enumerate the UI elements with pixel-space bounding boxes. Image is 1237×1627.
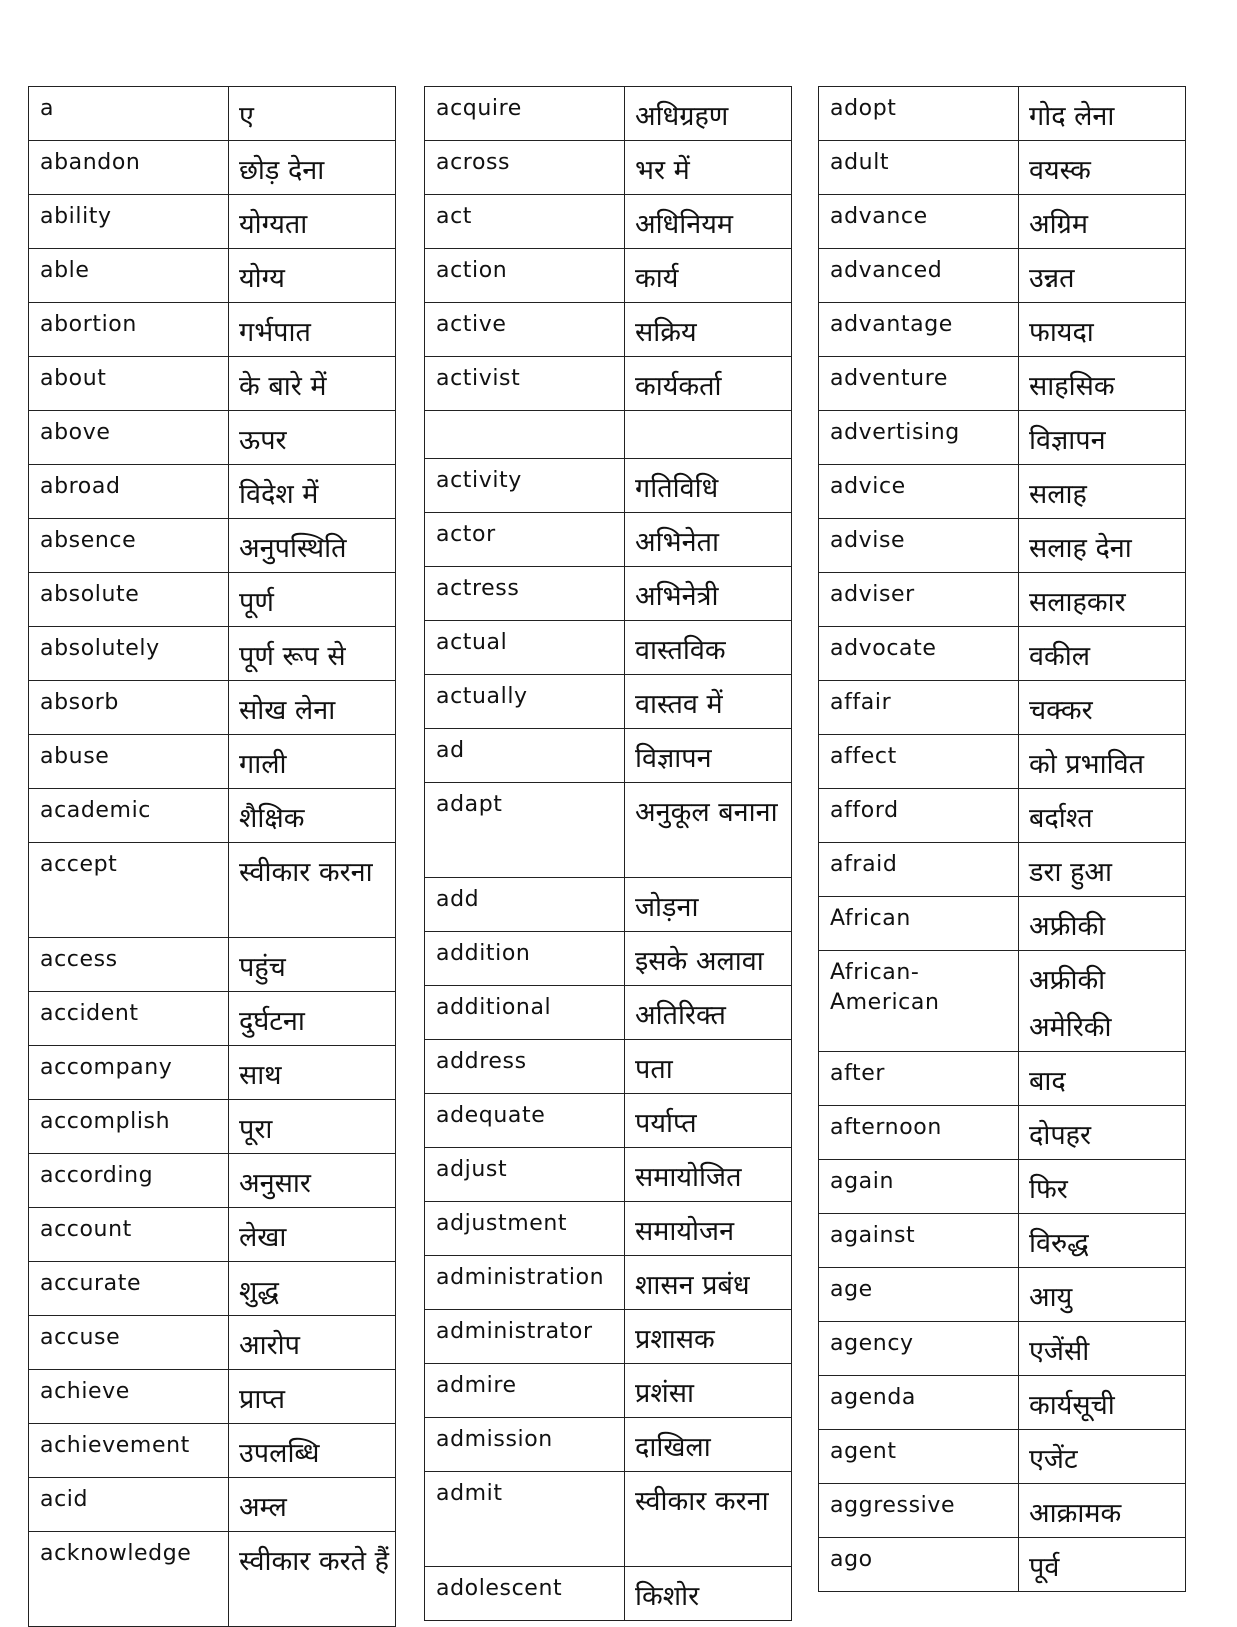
table-row bbox=[29, 789, 396, 843]
hindi-translation: दोपहर bbox=[1019, 1106, 1186, 1160]
hindi-translation: विदेश में bbox=[229, 465, 396, 519]
table-row bbox=[29, 1046, 396, 1100]
english-word: achievement bbox=[29, 1424, 229, 1478]
english-word: activist bbox=[425, 357, 625, 411]
english-word: account bbox=[29, 1208, 229, 1262]
table-row bbox=[29, 627, 396, 681]
hindi-translation: सोख लेना bbox=[229, 681, 396, 735]
hindi-translation: एजेंसी bbox=[1019, 1322, 1186, 1376]
table-row bbox=[425, 1310, 792, 1364]
table-row bbox=[425, 195, 792, 249]
hindi-translation: गाली bbox=[229, 735, 396, 789]
table-row bbox=[819, 87, 1186, 141]
english-word: age bbox=[819, 1268, 1019, 1322]
english-word: afford bbox=[819, 789, 1019, 843]
table-row bbox=[425, 878, 792, 932]
hindi-translation: कार्यकर्ता bbox=[625, 357, 792, 411]
english-word: adapt bbox=[425, 783, 625, 878]
hindi-translation: को प्रभावित bbox=[1019, 735, 1186, 789]
table-row bbox=[29, 141, 396, 195]
table-row bbox=[29, 735, 396, 789]
hindi-translation: बर्दाश्त bbox=[1019, 789, 1186, 843]
table-row bbox=[425, 783, 792, 878]
english-word: action bbox=[425, 249, 625, 303]
hindi-translation: आरोप bbox=[229, 1316, 396, 1370]
hindi-translation: वास्तव में bbox=[625, 675, 792, 729]
table-row bbox=[29, 1100, 396, 1154]
hindi-translation: वास्तविक bbox=[625, 621, 792, 675]
hindi-translation: चक्कर bbox=[1019, 681, 1186, 735]
hindi-translation: योग्यता bbox=[229, 195, 396, 249]
table-row bbox=[819, 249, 1186, 303]
english-word: affect bbox=[819, 735, 1019, 789]
hindi-translation: उपलब्धि bbox=[229, 1424, 396, 1478]
english-word: admire bbox=[425, 1364, 625, 1418]
english-word: adult bbox=[819, 141, 1019, 195]
table-row bbox=[819, 1160, 1186, 1214]
hindi-translation: बाद bbox=[1019, 1052, 1186, 1106]
hindi-translation: उन्नत bbox=[1019, 249, 1186, 303]
english-word: accompany bbox=[29, 1046, 229, 1100]
table-row bbox=[29, 992, 396, 1046]
table-row bbox=[425, 513, 792, 567]
english-word: again bbox=[819, 1160, 1019, 1214]
table-row bbox=[819, 897, 1186, 951]
hindi-translation: प्राप्त bbox=[229, 1370, 396, 1424]
hindi-translation: अम्ल bbox=[229, 1478, 396, 1532]
hindi-translation: फायदा bbox=[1019, 303, 1186, 357]
hindi-translation: स्वीकार करना bbox=[229, 843, 396, 938]
english-word: abortion bbox=[29, 303, 229, 357]
table-row bbox=[819, 735, 1186, 789]
hindi-translation: सलाह bbox=[1019, 465, 1186, 519]
english-word: act bbox=[425, 195, 625, 249]
english-word: abuse bbox=[29, 735, 229, 789]
table-row bbox=[425, 459, 792, 513]
english-word: adequate bbox=[425, 1094, 625, 1148]
hindi-translation: समायोजित bbox=[625, 1148, 792, 1202]
hindi-translation: छोड़ देना bbox=[229, 141, 396, 195]
english-word: actress bbox=[425, 567, 625, 621]
hindi-translation: साथ bbox=[229, 1046, 396, 1100]
table-row bbox=[29, 843, 396, 938]
table-row bbox=[425, 249, 792, 303]
hindi-translation: शासन प्रबंध bbox=[625, 1256, 792, 1310]
hindi-translation: वयस्क bbox=[1019, 141, 1186, 195]
table-row bbox=[819, 1052, 1186, 1106]
english-word: access bbox=[29, 938, 229, 992]
table-row bbox=[29, 1208, 396, 1262]
hindi-translation bbox=[625, 411, 792, 459]
hindi-translation: अफ्रीकी bbox=[1019, 897, 1186, 951]
english-word bbox=[425, 411, 625, 459]
hindi-translation: पता bbox=[625, 1040, 792, 1094]
table-row bbox=[29, 303, 396, 357]
english-word: adopt bbox=[819, 87, 1019, 141]
table-row bbox=[819, 681, 1186, 735]
table-row bbox=[425, 1148, 792, 1202]
english-word: across bbox=[425, 141, 625, 195]
english-word: absence bbox=[29, 519, 229, 573]
hindi-translation: स्वीकार करना bbox=[625, 1472, 792, 1567]
hindi-translation: दाखिला bbox=[625, 1418, 792, 1472]
english-word: a bbox=[29, 87, 229, 141]
english-word: actual bbox=[425, 621, 625, 675]
hindi-translation: डरा हुआ bbox=[1019, 843, 1186, 897]
hindi-translation: अग्रिम bbox=[1019, 195, 1186, 249]
hindi-translation: के बारे में bbox=[229, 357, 396, 411]
english-word: afternoon bbox=[819, 1106, 1019, 1160]
hindi-translation: आयु bbox=[1019, 1268, 1186, 1322]
english-word: active bbox=[425, 303, 625, 357]
english-word: about bbox=[29, 357, 229, 411]
english-word: after bbox=[819, 1052, 1019, 1106]
table-row bbox=[819, 573, 1186, 627]
hindi-translation: फिर bbox=[1019, 1160, 1186, 1214]
table-row bbox=[819, 411, 1186, 465]
table-row bbox=[29, 87, 396, 141]
english-word: admission bbox=[425, 1418, 625, 1472]
table-row bbox=[29, 1370, 396, 1424]
english-word: agency bbox=[819, 1322, 1019, 1376]
hindi-translation: अधिनियम bbox=[625, 195, 792, 249]
table-row bbox=[425, 357, 792, 411]
table-row bbox=[29, 1424, 396, 1478]
table-row bbox=[425, 986, 792, 1040]
table-row bbox=[29, 1262, 396, 1316]
table-row bbox=[425, 567, 792, 621]
table-row bbox=[425, 621, 792, 675]
table-row bbox=[819, 951, 1186, 1052]
table-row bbox=[819, 1430, 1186, 1484]
hindi-translation: समायोजन bbox=[625, 1202, 792, 1256]
hindi-translation: प्रशंसा bbox=[625, 1364, 792, 1418]
english-word: advice bbox=[819, 465, 1019, 519]
english-word: admit bbox=[425, 1472, 625, 1567]
english-word: ability bbox=[29, 195, 229, 249]
hindi-translation: पर्याप्त bbox=[625, 1094, 792, 1148]
table-row bbox=[29, 1478, 396, 1532]
table-row bbox=[819, 789, 1186, 843]
table-row bbox=[425, 303, 792, 357]
hindi-translation: सक्रिय bbox=[625, 303, 792, 357]
hindi-translation: गर्भपात bbox=[229, 303, 396, 357]
english-word: accuse bbox=[29, 1316, 229, 1370]
table-row bbox=[29, 1316, 396, 1370]
english-word: acquire bbox=[425, 87, 625, 141]
english-word: advanced bbox=[819, 249, 1019, 303]
hindi-translation: अनुसार bbox=[229, 1154, 396, 1208]
hindi-translation: ऊपर bbox=[229, 411, 396, 465]
table-row bbox=[425, 1364, 792, 1418]
vocab-table-3 bbox=[818, 86, 1186, 1592]
hindi-translation: अनुकूल बनाना bbox=[625, 783, 792, 878]
table-row bbox=[819, 1376, 1186, 1430]
hindi-translation: सलाह देना bbox=[1019, 519, 1186, 573]
table-row bbox=[819, 519, 1186, 573]
english-word: additional bbox=[425, 986, 625, 1040]
table-row bbox=[29, 519, 396, 573]
english-word: address bbox=[425, 1040, 625, 1094]
english-word: abandon bbox=[29, 141, 229, 195]
english-word: actually bbox=[425, 675, 625, 729]
table-row bbox=[819, 303, 1186, 357]
hindi-translation: जोड़ना bbox=[625, 878, 792, 932]
table-row bbox=[425, 141, 792, 195]
hindi-translation: पहुंच bbox=[229, 938, 396, 992]
hindi-translation: भर में bbox=[625, 141, 792, 195]
english-word: ago bbox=[819, 1538, 1019, 1592]
table-row bbox=[819, 1322, 1186, 1376]
english-word: achieve bbox=[29, 1370, 229, 1424]
english-word: accomplish bbox=[29, 1100, 229, 1154]
table-row bbox=[819, 357, 1186, 411]
hindi-translation: पूर्ण bbox=[229, 573, 396, 627]
table-row bbox=[29, 681, 396, 735]
table-row bbox=[819, 627, 1186, 681]
english-word: abroad bbox=[29, 465, 229, 519]
hindi-translation: पूर्व bbox=[1019, 1538, 1186, 1592]
english-word: adjust bbox=[425, 1148, 625, 1202]
table-row bbox=[29, 249, 396, 303]
english-word: administrator bbox=[425, 1310, 625, 1364]
table-row bbox=[425, 1256, 792, 1310]
table-row bbox=[819, 141, 1186, 195]
english-word: administration bbox=[425, 1256, 625, 1310]
english-word: advantage bbox=[819, 303, 1019, 357]
hindi-translation: शुद्ध bbox=[229, 1262, 396, 1316]
english-word: accept bbox=[29, 843, 229, 938]
table-row bbox=[425, 729, 792, 783]
hindi-translation: विज्ञापन bbox=[625, 729, 792, 783]
hindi-translation: आक्रामक bbox=[1019, 1484, 1186, 1538]
vocab-table-2 bbox=[424, 86, 792, 1621]
hindi-translation: लेखा bbox=[229, 1208, 396, 1262]
english-word: advise bbox=[819, 519, 1019, 573]
table-row bbox=[425, 1472, 792, 1567]
hindi-translation: इसके अलावा bbox=[625, 932, 792, 986]
table-row bbox=[819, 1268, 1186, 1322]
hindi-translation: पूर्ण रूप से bbox=[229, 627, 396, 681]
table-row bbox=[819, 843, 1186, 897]
table-row bbox=[29, 573, 396, 627]
hindi-translation: पूरा bbox=[229, 1100, 396, 1154]
hindi-translation: अतिरिक्त bbox=[625, 986, 792, 1040]
english-word: African-American bbox=[819, 951, 1019, 1052]
table-row bbox=[425, 1418, 792, 1472]
english-word: above bbox=[29, 411, 229, 465]
table-row bbox=[425, 1040, 792, 1094]
table-row bbox=[29, 938, 396, 992]
table-row bbox=[29, 411, 396, 465]
hindi-translation: गतिविधि bbox=[625, 459, 792, 513]
english-word: ad bbox=[425, 729, 625, 783]
english-word: acid bbox=[29, 1478, 229, 1532]
table-row bbox=[819, 1214, 1186, 1268]
hindi-translation: वकील bbox=[1019, 627, 1186, 681]
table-row bbox=[425, 675, 792, 729]
english-word: advocate bbox=[819, 627, 1019, 681]
english-word: activity bbox=[425, 459, 625, 513]
english-word: add bbox=[425, 878, 625, 932]
hindi-translation: एजेंट bbox=[1019, 1430, 1186, 1484]
english-word: according bbox=[29, 1154, 229, 1208]
english-word: accurate bbox=[29, 1262, 229, 1316]
table-row bbox=[29, 195, 396, 249]
english-word: academic bbox=[29, 789, 229, 843]
english-word: advance bbox=[819, 195, 1019, 249]
hindi-translation: कार्यसूची bbox=[1019, 1376, 1186, 1430]
table-row bbox=[819, 1538, 1186, 1592]
hindi-translation: शैक्षिक bbox=[229, 789, 396, 843]
table-row bbox=[819, 195, 1186, 249]
english-word: absolute bbox=[29, 573, 229, 627]
english-word: afraid bbox=[819, 843, 1019, 897]
english-word: agent bbox=[819, 1430, 1019, 1484]
hindi-translation: स्वीकार करते हैं bbox=[229, 1532, 396, 1627]
english-word: agenda bbox=[819, 1376, 1019, 1430]
table-row bbox=[819, 1484, 1186, 1538]
english-word: adjustment bbox=[425, 1202, 625, 1256]
table-row bbox=[425, 1094, 792, 1148]
hindi-translation: दुर्घटना bbox=[229, 992, 396, 1046]
hindi-translation: अभिनेत्री bbox=[625, 567, 792, 621]
hindi-translation: प्रशासक bbox=[625, 1310, 792, 1364]
hindi-translation: अनुपस्थिति bbox=[229, 519, 396, 573]
vocab-table-1 bbox=[28, 86, 396, 1627]
english-word: actor bbox=[425, 513, 625, 567]
english-word: adventure bbox=[819, 357, 1019, 411]
english-word: able bbox=[29, 249, 229, 303]
english-word: absorb bbox=[29, 681, 229, 735]
english-word: acknowledge bbox=[29, 1532, 229, 1627]
table-row bbox=[425, 87, 792, 141]
hindi-translation: किशोर bbox=[625, 1567, 792, 1621]
english-word: African bbox=[819, 897, 1019, 951]
table-row bbox=[29, 1532, 396, 1627]
table-row bbox=[425, 932, 792, 986]
table-row bbox=[29, 465, 396, 519]
english-word: affair bbox=[819, 681, 1019, 735]
english-word: advertising bbox=[819, 411, 1019, 465]
english-word: aggressive bbox=[819, 1484, 1019, 1538]
hindi-translation: कार्य bbox=[625, 249, 792, 303]
hindi-translation: योग्य bbox=[229, 249, 396, 303]
table-row bbox=[819, 1106, 1186, 1160]
hindi-translation: सलाहकार bbox=[1019, 573, 1186, 627]
hindi-translation: ए bbox=[229, 87, 396, 141]
english-word: adviser bbox=[819, 573, 1019, 627]
hindi-translation: अभिनेता bbox=[625, 513, 792, 567]
english-word: absolutely bbox=[29, 627, 229, 681]
hindi-translation: गोद लेना bbox=[1019, 87, 1186, 141]
table-row bbox=[29, 357, 396, 411]
hindi-translation: अफ्रीकी अमेरिकी bbox=[1019, 951, 1186, 1052]
table-row bbox=[29, 1154, 396, 1208]
hindi-translation: विज्ञापन bbox=[1019, 411, 1186, 465]
hindi-translation: साहसिक bbox=[1019, 357, 1186, 411]
table-row bbox=[425, 1202, 792, 1256]
table-row bbox=[425, 1567, 792, 1621]
english-word: against bbox=[819, 1214, 1019, 1268]
hindi-translation: विरुद्ध bbox=[1019, 1214, 1186, 1268]
table-row bbox=[819, 465, 1186, 519]
english-word: accident bbox=[29, 992, 229, 1046]
table-row bbox=[425, 411, 792, 459]
english-word: addition bbox=[425, 932, 625, 986]
english-word: adolescent bbox=[425, 1567, 625, 1621]
hindi-translation: अधिग्रहण bbox=[625, 87, 792, 141]
